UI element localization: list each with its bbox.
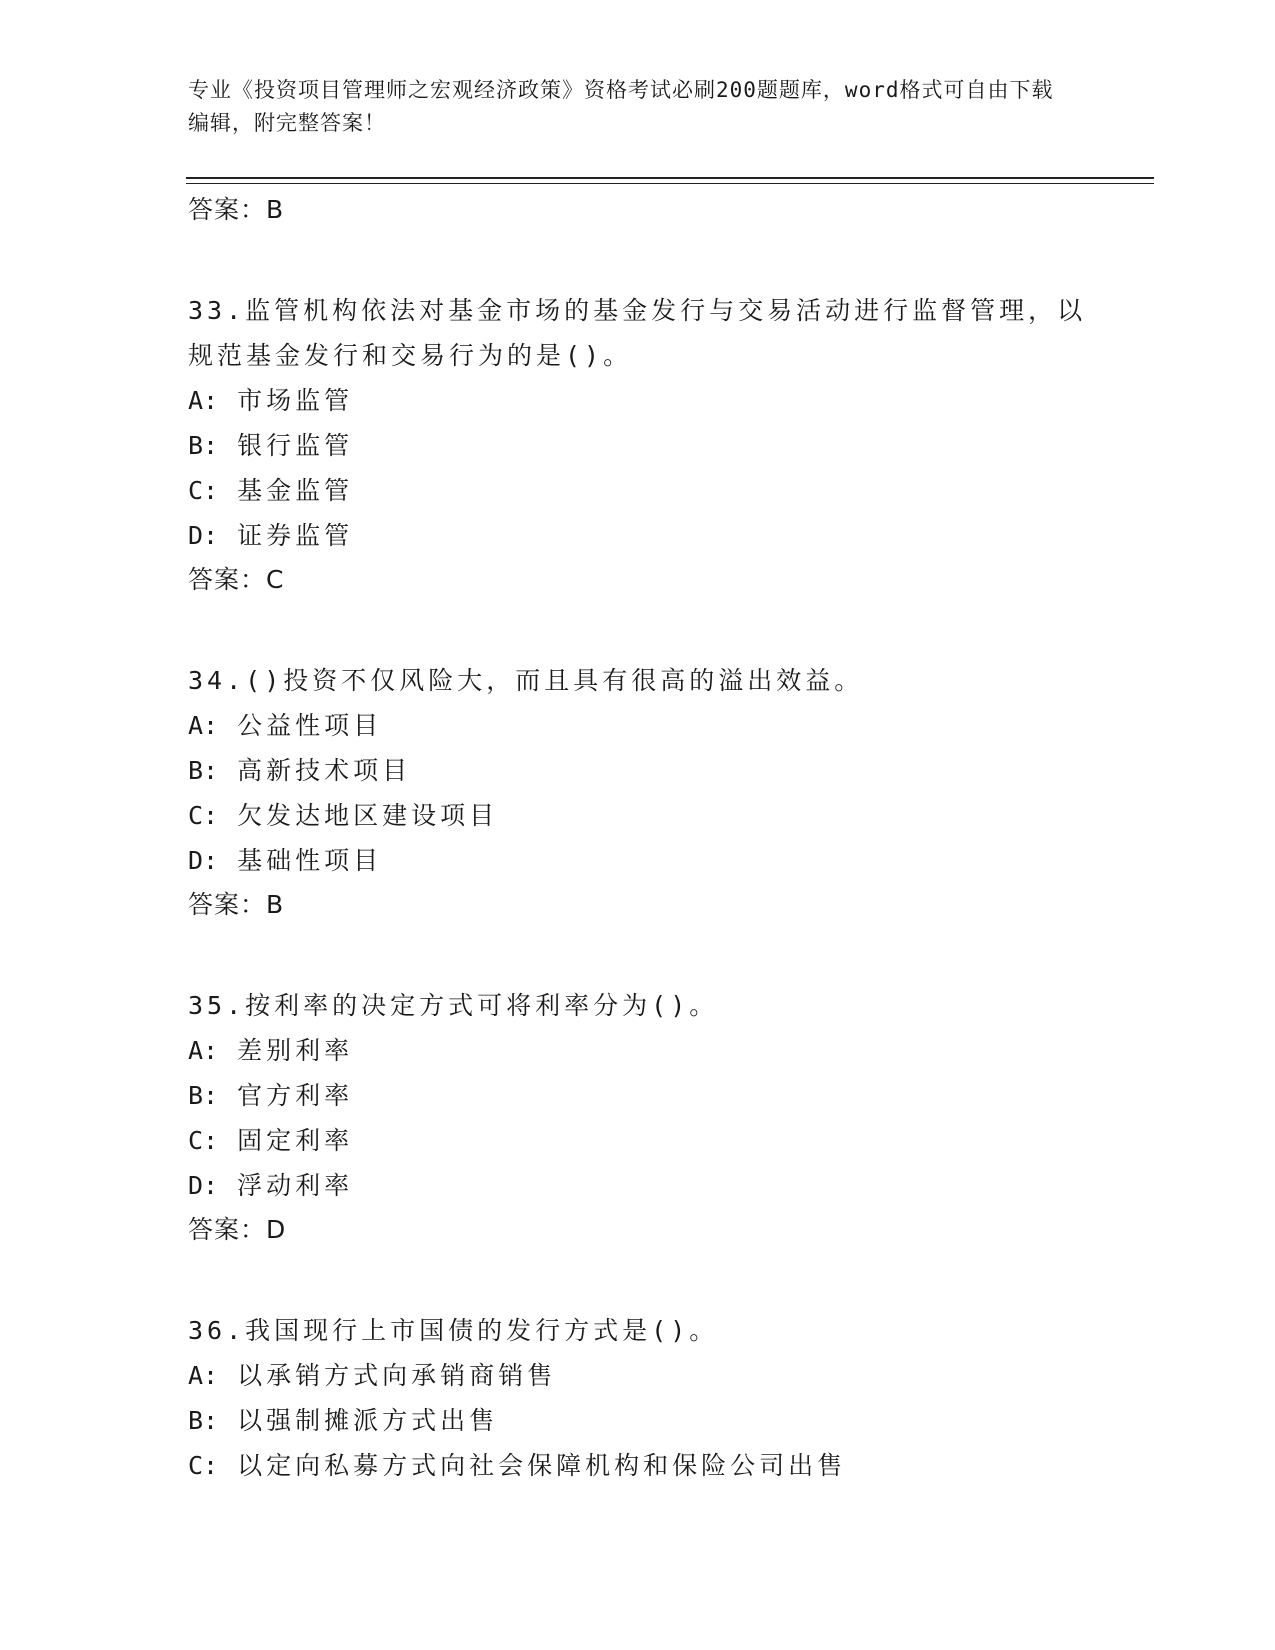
option-d: D: 浮动利率 [188, 1171, 354, 1200]
option-c: C: 欠发达地区建设项目 [188, 801, 499, 830]
option-b: B: 官方利率 [188, 1081, 354, 1110]
question-text: 34.()投资不仅风险大，而且具有很高的溢出效益。 [188, 666, 864, 695]
option-a: A: 市场监管 [188, 386, 354, 415]
question-text: 33.监管机构依法对基金市场的基金发行与交易活动进行监督管理，以规范基金发行和交易行为的是()。 [188, 296, 1087, 370]
question-list [188, 190, 1108, 1488]
question-block [188, 288, 1108, 600]
question-text: 36.我国现行上市国债的发行方式是()。 [188, 1316, 719, 1345]
answer-label: 答案：C [188, 565, 285, 594]
question-block [188, 983, 1108, 1250]
option-b: B: 以强制摊派方式出售 [188, 1406, 499, 1435]
question-block [188, 1308, 1108, 1488]
option-d: D: 证券监管 [188, 521, 354, 550]
option-a: A: 以承销方式向承销商销售 [188, 1361, 557, 1390]
option-a: A: 差别利率 [188, 1036, 354, 1065]
answer-label: 答案：D [188, 1215, 287, 1244]
header-rule-thin [186, 183, 1154, 184]
answer-label: 答案：B [188, 195, 285, 224]
option-c: C: 固定利率 [188, 1126, 354, 1155]
question-text: 35.按利率的决定方式可将利率分为()。 [188, 991, 719, 1020]
question-block [188, 658, 1108, 925]
option-a: A: 公益性项目 [188, 711, 383, 740]
header-rule [186, 177, 1154, 179]
option-b: B: 银行监管 [188, 431, 354, 460]
document-header: 专业《投资项目管理师之宏观经济政策》资格考试必刷200题题库，word格式可自由下载编辑，附完整答案！ [188, 78, 1054, 135]
option-d: D: 基础性项目 [188, 846, 383, 875]
option-b: B: 高新技术项目 [188, 756, 412, 785]
option-c: C: 基金监管 [188, 476, 354, 505]
answer-label: 答案：B [188, 890, 285, 919]
option-c: C: 以定向私募方式向社会保障机构和保险公司出售 [188, 1451, 847, 1480]
